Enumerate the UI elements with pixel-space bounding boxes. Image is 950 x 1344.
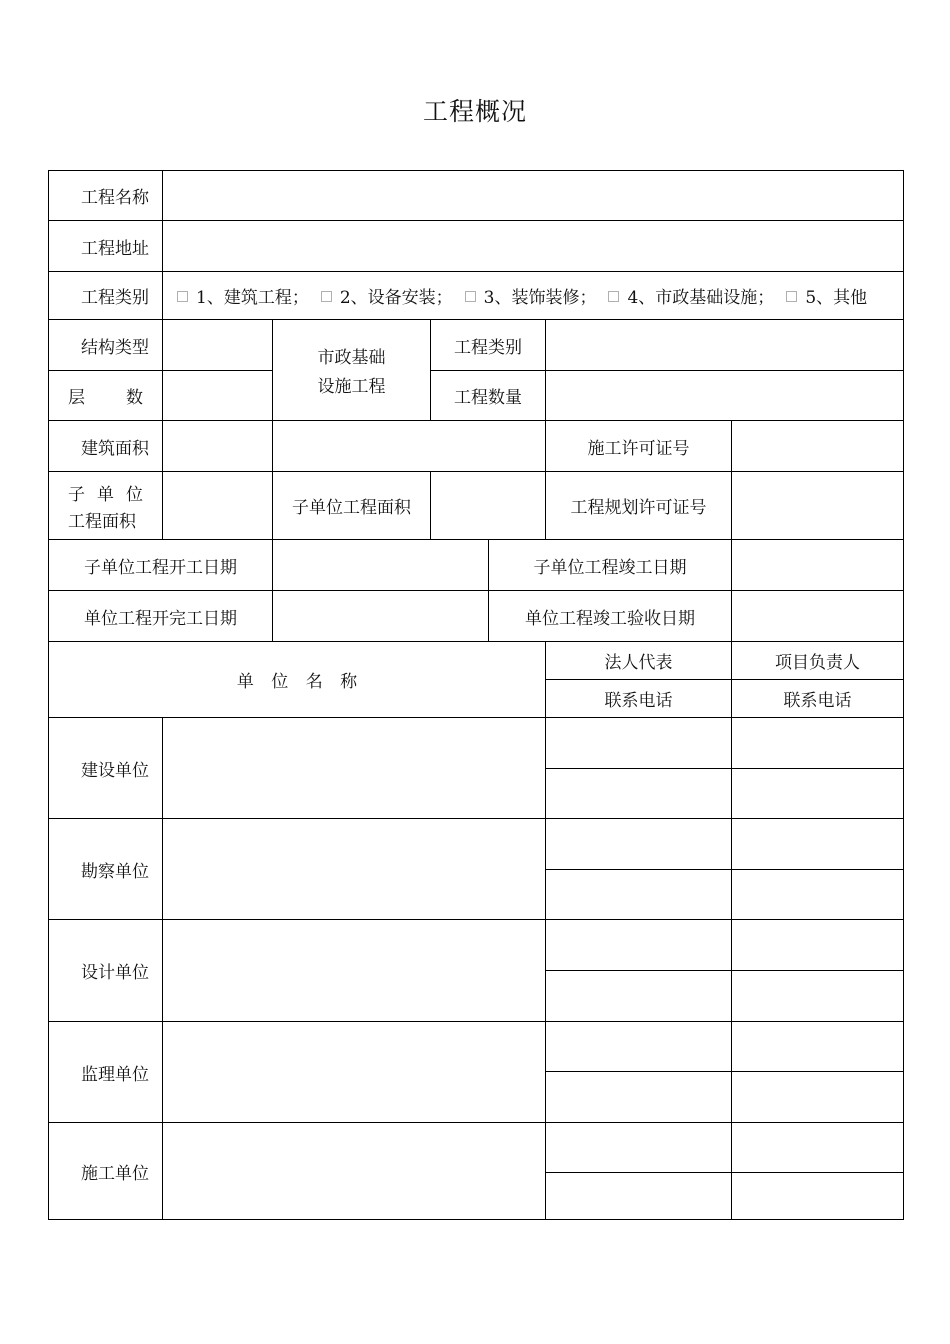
row-floors [49,371,904,421]
structure-type-field[interactable] [163,320,273,371]
unit-start-end-date-field[interactable] [273,591,489,642]
category-option-decoration[interactable]: 3、装饰装修； [453,288,597,308]
row-unit-header-1 [49,642,904,680]
legal-rep-header: 法人代表 [546,642,732,680]
sub-unit-area-label: 子单位工程面积 [273,472,431,540]
unit-label: 勘察单位 [49,819,163,920]
eng-quantity-field[interactable] [546,371,904,421]
row-unit-contractor [49,1123,904,1173]
unit-name-field[interactable] [163,1123,546,1220]
legal-rep-field[interactable] [546,1022,732,1072]
construction-permit-label: 施工许可证号 [546,421,732,472]
contact-phone-field[interactable] [546,1173,732,1220]
row-unit-design [49,920,904,971]
contact-phone-field[interactable] [546,870,732,920]
project-overview-form [48,170,904,1220]
legal-rep-field[interactable] [546,718,732,769]
planning-permit-label: 工程规划许可证号 [546,472,732,540]
contact-phone-header-2: 联系电话 [732,680,904,718]
unit-label: 设计单位 [49,920,163,1022]
checkbox-icon[interactable] [321,291,332,302]
unit-name-field[interactable] [163,819,546,920]
category-option-other[interactable]: 5、其他 [774,288,867,308]
unit-label: 施工单位 [49,1123,163,1220]
sub-start-date-field[interactable] [273,540,489,591]
project-category-label: 工程类别 [49,272,163,320]
building-area-extra-field[interactable] [273,421,546,472]
row-sub-dates [49,540,904,591]
checkbox-icon[interactable] [465,291,476,302]
project-leader-field[interactable] [732,819,904,870]
row-project-name [49,171,904,221]
project-leader-field[interactable] [732,1123,904,1173]
eng-category-label: 工程类别 [431,320,546,371]
row-project-category [49,272,904,320]
contact-phone-field[interactable] [732,769,904,819]
project-address-field[interactable] [163,221,904,272]
sub-unit-area-field[interactable] [431,472,546,540]
row-project-address [49,221,904,272]
unit-label: 建设单位 [49,718,163,819]
row-unit-supervision [49,1022,904,1072]
municipal-infra-label: 市政基础 设施工程 [273,320,431,421]
contact-phone-field[interactable] [732,1173,904,1220]
unit-name-header: 单 位 名 称 [49,642,546,718]
category-option-municipal[interactable]: 4、市政基础设施； [596,288,774,308]
contact-phone-field[interactable] [732,1072,904,1123]
checkbox-icon[interactable] [786,291,797,302]
unit-acceptance-date-field[interactable] [732,591,904,642]
row-unit-dates [49,591,904,642]
legal-rep-field[interactable] [546,819,732,870]
contact-phone-field[interactable] [546,769,732,819]
sub-completion-date-label: 子单位工程竣工日期 [489,540,732,591]
sub-area-label: 子 单 位 工程面积 [49,472,163,540]
unit-start-end-date-label: 单位工程开完工日期 [49,591,273,642]
structure-type-label: 结构类型 [49,320,163,371]
project-leader-header: 项目负责人 [732,642,904,680]
building-area-label: 建筑面积 [49,421,163,472]
eng-quantity-label: 工程数量 [431,371,546,421]
eng-category-field[interactable] [546,320,904,371]
contact-phone-field[interactable] [546,1072,732,1123]
building-area-field[interactable] [163,421,273,472]
contact-phone-field[interactable] [732,870,904,920]
checkbox-icon[interactable] [608,291,619,302]
checkbox-icon[interactable] [177,291,188,302]
contact-phone-header-1: 联系电话 [546,680,732,718]
legal-rep-field[interactable] [546,920,732,971]
project-name-field[interactable] [163,171,904,221]
contact-phone-field[interactable] [732,971,904,1022]
sub-area-field[interactable] [163,472,273,540]
sub-completion-date-field[interactable] [732,540,904,591]
unit-name-field[interactable] [163,1022,546,1123]
planning-permit-field[interactable] [732,472,904,540]
category-option-building[interactable]: 1、建筑工程； [165,288,309,308]
floors-label: 层 数 [49,371,163,421]
unit-name-field[interactable] [163,718,546,819]
row-unit-survey [49,819,904,870]
row-sub-unit-area [49,472,904,540]
unit-acceptance-date-label: 单位工程竣工验收日期 [489,591,732,642]
project-leader-field[interactable] [732,1022,904,1072]
contact-phone-field[interactable] [546,971,732,1022]
floors-field[interactable] [163,371,273,421]
unit-name-field[interactable] [163,920,546,1022]
sub-start-date-label: 子单位工程开工日期 [49,540,273,591]
project-category-options [163,272,904,320]
unit-label: 监理单位 [49,1022,163,1123]
row-structure-type [49,320,904,371]
construction-permit-field[interactable] [732,421,904,472]
project-leader-field[interactable] [732,718,904,769]
project-leader-field[interactable] [732,920,904,971]
legal-rep-field[interactable] [546,1123,732,1173]
project-name-label: 工程名称 [49,171,163,221]
row-unit-construction-owner [49,718,904,769]
category-option-equipment[interactable]: 2、设备安装； [309,288,453,308]
row-building-area [49,421,904,472]
page-title: 工程概况 [422,97,527,126]
project-address-label: 工程地址 [49,221,163,272]
